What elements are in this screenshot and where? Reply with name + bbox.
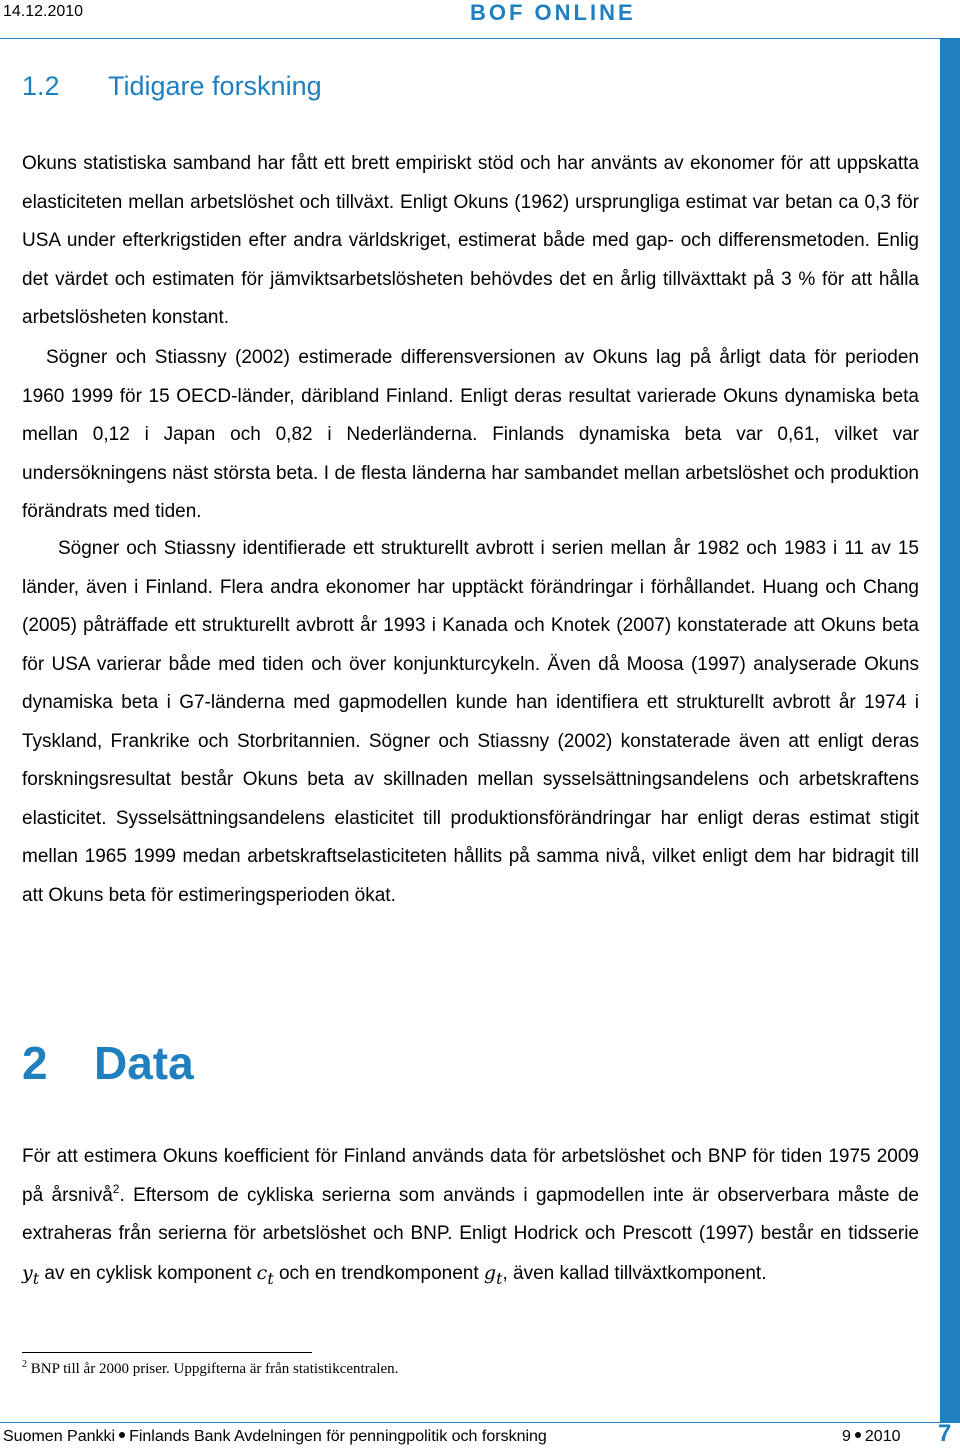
- footnote-text: BNP till år 2000 priser. Uppgifterna är från statistikcentralen.: [30, 1361, 399, 1377]
- math-var: g: [483, 1261, 497, 1284]
- math-var: c: [256, 1261, 268, 1284]
- right-accent-bar: [940, 38, 960, 1423]
- paragraph-okun-support: Okuns statistiska samband har fått ett brett empiriskt stöd och har använts av ekonomer för att uppskatta elasticiteten mellan arbetslöshet och tillväxt. Enligt Okuns (1962) ursprungliga estimat var betan ca 0,3 för USA under efterkrigstiden efter andra världskriget, estimerat både med gap- och differensmetoden. Enlig det värdet och estimaten för jämviktsarbetslösheten behövdes det en årlig tillväxttakt på 3 % för att hålla arbetslösheten konstant.: [22, 153, 919, 328]
- paragraph-sogner-stiassny: Sögner och Stiassny (2002) estimerade differensversionen av Okuns lag på årligt data för perioden 1960 1999 för 15 OECD-länder, däribland Finland. Enligt deras resultat varierade Okuns dynamiska beta mellan 0,12 i Japan och 0,82 i Nederländerna. Finlands dynamiska beta var 0,61, vilket var undersökningens näst största beta. I de flesta länderna har sambandet mellan arbetslöshet och produktion förändrats med tiden.: [22, 347, 919, 522]
- footnote-mark: 2: [22, 1359, 27, 1370]
- footer-rule: [0, 1422, 940, 1423]
- footer-publisher: [3, 1428, 547, 1446]
- footer-issue-number: 9: [842, 1428, 851, 1445]
- math-sub: t: [32, 1268, 40, 1288]
- data-text-4: och en trendkomponent: [278, 1262, 479, 1284]
- footer-dept: Avdelningen för penningpolitik och forskning: [234, 1428, 547, 1445]
- footnote-rule: [22, 1352, 312, 1353]
- math-y-t: [22, 1261, 40, 1288]
- section-heading-1-2: [22, 71, 322, 102]
- section-title: Tidigare forskning: [108, 71, 322, 101]
- section-heading-data: [22, 1036, 194, 1090]
- footer-year: 2010: [864, 1428, 901, 1445]
- math-c-t: [256, 1261, 274, 1288]
- section-number: 1.2: [22, 71, 60, 101]
- paragraph-data: [22, 1138, 919, 1298]
- math-sub: t: [267, 1268, 274, 1288]
- bullet-icon: [855, 1432, 861, 1438]
- header-date: 14.12.2010: [3, 3, 84, 20]
- math-var: y: [22, 1261, 33, 1284]
- data-text-3: av en cyklisk komponent: [44, 1262, 252, 1284]
- section-number: 2: [22, 1037, 48, 1089]
- data-text-1: För att estimera Okuns koefficient för Finland används data för arbetslöshet och BNP för tiden 1975 2009 på årsnivå: [22, 1146, 919, 1206]
- footer-issue: [842, 1428, 901, 1446]
- footer-bank-sv: Finlands Bank: [129, 1428, 231, 1445]
- header-rule: [0, 38, 960, 39]
- footer-bank-fi: Suomen Pankki: [3, 1428, 116, 1445]
- header-brand: BOF ONLINE: [470, 0, 636, 25]
- page-number: 7: [938, 1420, 952, 1447]
- math-sub: t: [496, 1268, 503, 1288]
- footnote: [22, 1361, 398, 1378]
- footnote-ref[interactable]: 2: [112, 1181, 120, 1196]
- bullet-icon: [119, 1432, 125, 1438]
- data-text-5: , även kallad tillväxtkomponent.: [502, 1262, 767, 1284]
- math-g-t: [483, 1261, 503, 1288]
- section-title: Data: [94, 1037, 194, 1089]
- paragraph-structural-breaks: Sögner och Stiassny identifierade ett strukturellt avbrott i serien mellan år 1982 och 1983 i 11 av 15 länder, även i Finland. Flera andra ekonomer har upptäckt förändringar i förhållandet. Huang och Chang (2005) påträffade ett strukturellt avbrott år 1993 i Kanada och Knotek (2007) konstaterade att Okuns beta för USA varierar både med tiden och över konjunkturcykeln. Även då Moosa (1997) analyserade Okuns dynamiska beta i G7-länderna med gapmodellen kunde han identifiera ett strukturellt avbrott år 1974 i Tyskland, Frankrike och Storbritannien. Sögner och Stiassny (2002) konstaterade även att enligt deras forskningsresultat består Okuns beta av skillnaden mellan sysselsättningsandelens och arbetskraftens elasticitet. Sysselsättningsandelens elasticitet till produktionsförändringar har enligt deras estimat stigit mellan 1965 1999 medan arbetskraftselasticiteten hållits på samma nivå, vilket enligt dem har bidragit till att Okuns beta för estimeringsperioden ökat.: [22, 538, 919, 906]
- data-text-2: . Eftersom de cykliska serierna som används i gapmodellen inte är observerbara måste de extraheras från serierna för arbetslöshet och BNP. Enligt Hodrick och Prescott (1997) består en tidsserie: [22, 1184, 919, 1244]
